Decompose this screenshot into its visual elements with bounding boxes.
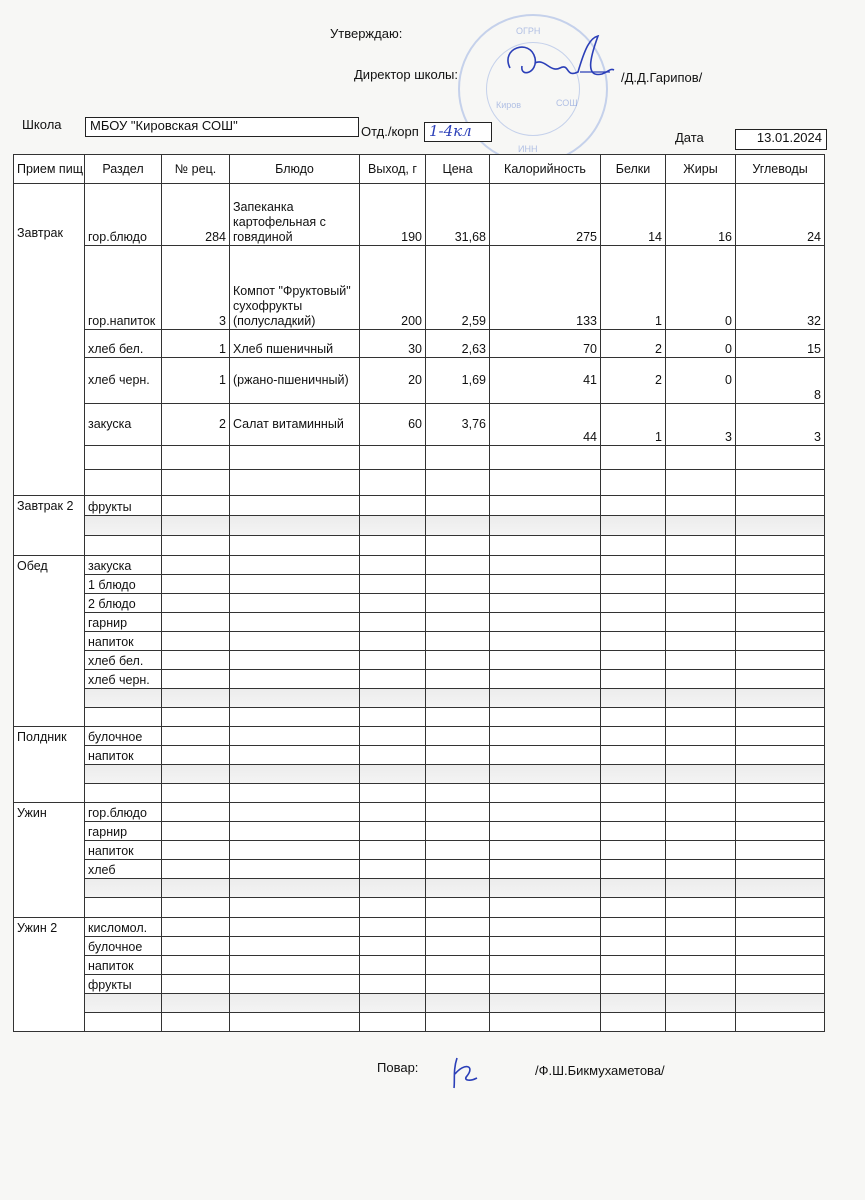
weight-cell: 30 (360, 330, 426, 358)
table-row (14, 404, 825, 446)
dept-field: 1-4кл (424, 122, 492, 142)
col-kcal: Калорийность (490, 155, 601, 184)
table-row (14, 898, 825, 918)
menu-table (13, 154, 825, 1032)
fat-cell: 0 (666, 330, 736, 358)
section-cell: хлеб черн. (85, 358, 162, 404)
section-cell: гор.блюдо (85, 803, 162, 822)
carbs-cell: 8 (736, 358, 825, 404)
director-signature (490, 28, 620, 98)
fat-cell: 0 (666, 358, 736, 404)
dish-cell: Компот "Фруктовый" сухофрукты (полусладкий) (230, 246, 360, 330)
section-cell: 2 блюдо (85, 594, 162, 613)
table-row (14, 594, 825, 613)
table-row (14, 918, 825, 937)
section-cell: напиток (85, 956, 162, 975)
weight-cell: 190 (360, 184, 426, 246)
table-row (14, 879, 825, 898)
section-cell: булочное (85, 727, 162, 746)
carbs-cell: 24 (736, 184, 825, 246)
section-cell: 1 блюдо (85, 575, 162, 594)
weight-cell: 200 (360, 246, 426, 330)
section-cell: гарнир (85, 822, 162, 841)
table-row (14, 358, 825, 404)
col-fat: Жиры (666, 155, 736, 184)
section-cell: напиток (85, 841, 162, 860)
table-row (14, 556, 825, 575)
col-dish: Блюдо (230, 155, 360, 184)
table-row (14, 536, 825, 556)
col-section: Раздел (85, 155, 162, 184)
recipe-cell: 2 (162, 404, 230, 446)
section-cell: закуска (85, 404, 162, 446)
kcal-cell: 41 (490, 358, 601, 404)
dish-cell: (ржано-пшеничный) (230, 358, 360, 404)
kcal-cell: 275 (490, 184, 601, 246)
dish-cell: Запеканка картофельная с говядиной (230, 184, 360, 246)
table-row (14, 822, 825, 841)
fat-cell: 0 (666, 246, 736, 330)
school-label: Школа (22, 117, 62, 132)
protein-cell: 1 (601, 246, 666, 330)
table-row (14, 975, 825, 994)
dish-cell: Салат витаминный (230, 404, 360, 446)
table-row (14, 689, 825, 708)
table-row (14, 496, 825, 516)
table-row (14, 937, 825, 956)
table-row (14, 470, 825, 496)
table-row (14, 184, 825, 246)
recipe-cell: 1 (162, 330, 230, 358)
weight-cell: 60 (360, 404, 426, 446)
table-row (14, 670, 825, 689)
meal-lunch: Обед (14, 556, 85, 727)
protein-cell: 2 (601, 330, 666, 358)
col-carbs: Углеводы (736, 155, 825, 184)
protein-cell: 2 (601, 358, 666, 404)
kcal-cell: 44 (490, 404, 601, 446)
carbs-cell: 32 (736, 246, 825, 330)
table-row (14, 613, 825, 632)
dish-cell: Хлеб пшеничный (230, 330, 360, 358)
cook-label: Повар: (377, 1060, 419, 1075)
fat-cell: 3 (666, 404, 736, 446)
cook-signature (445, 1052, 485, 1092)
recipe-cell: 1 (162, 358, 230, 404)
carbs-cell: 15 (736, 330, 825, 358)
table-row (14, 784, 825, 803)
table-row (14, 575, 825, 594)
section-cell: хлеб черн. (85, 670, 162, 689)
col-price: Цена (426, 155, 490, 184)
cook-name: /Ф.Ш.Бикмухаметова/ (535, 1063, 665, 1078)
section-cell: напиток (85, 632, 162, 651)
kcal-cell: 70 (490, 330, 601, 358)
table-row (14, 708, 825, 727)
section-cell: хлеб бел. (85, 330, 162, 358)
section-cell: гор.блюдо (85, 184, 162, 246)
section-cell: кисломол. (85, 918, 162, 937)
table-row (14, 516, 825, 536)
table-row (14, 803, 825, 822)
section-cell: гор.напиток (85, 246, 162, 330)
table-row (14, 446, 825, 470)
price-cell: 1,69 (426, 358, 490, 404)
table-row (14, 860, 825, 879)
col-meal: Прием пищ (14, 155, 85, 184)
weight-cell: 20 (360, 358, 426, 404)
col-protein: Белки (601, 155, 666, 184)
table-row (14, 330, 825, 358)
carbs-cell: 3 (736, 404, 825, 446)
table-row (14, 246, 825, 330)
protein-cell: 1 (601, 404, 666, 446)
table-row (14, 1013, 825, 1032)
price-cell: 2,59 (426, 246, 490, 330)
price-cell: 31,68 (426, 184, 490, 246)
table-row (14, 994, 825, 1013)
table-row (14, 727, 825, 746)
director-name: /Д.Д.Гарипов/ (621, 70, 703, 85)
section-cell: закуска (85, 556, 162, 575)
table-row (14, 765, 825, 784)
meal-dinner2: Ужин 2 (14, 918, 85, 1032)
price-cell: 3,76 (426, 404, 490, 446)
meal-breakfast: Завтрак (14, 184, 85, 496)
section-cell: гарнир (85, 613, 162, 632)
col-weight: Выход, г (360, 155, 426, 184)
col-recipe: № рец. (162, 155, 230, 184)
table-row (14, 632, 825, 651)
section-cell: хлеб бел. (85, 651, 162, 670)
table-row (14, 746, 825, 765)
meal-dinner: Ужин (14, 803, 85, 918)
section-cell: хлеб (85, 860, 162, 879)
section-cell: фрукты (85, 496, 162, 516)
table-row (14, 956, 825, 975)
date-label: Дата (675, 130, 704, 145)
dept-label: Отд./корп (361, 124, 419, 139)
recipe-cell: 284 (162, 184, 230, 246)
approve-label: Утверждаю: (330, 26, 403, 41)
price-cell: 2,63 (426, 330, 490, 358)
recipe-cell: 3 (162, 246, 230, 330)
fat-cell: 16 (666, 184, 736, 246)
director-label: Директор школы: (354, 67, 458, 82)
table-row (14, 841, 825, 860)
meal-snack: Полдник (14, 727, 85, 803)
school-stamp: ОГРН Киров СОШ ИНН (458, 14, 608, 164)
meal-breakfast2: Завтрак 2 (14, 496, 85, 556)
table-row (14, 651, 825, 670)
section-cell: фрукты (85, 975, 162, 994)
school-field: МБОУ "Кировская СОШ" (85, 117, 359, 137)
section-cell: булочное (85, 937, 162, 956)
section-cell: напиток (85, 746, 162, 765)
kcal-cell: 133 (490, 246, 601, 330)
protein-cell: 14 (601, 184, 666, 246)
date-field: 13.01.2024 (735, 129, 827, 150)
table-header (14, 155, 825, 184)
